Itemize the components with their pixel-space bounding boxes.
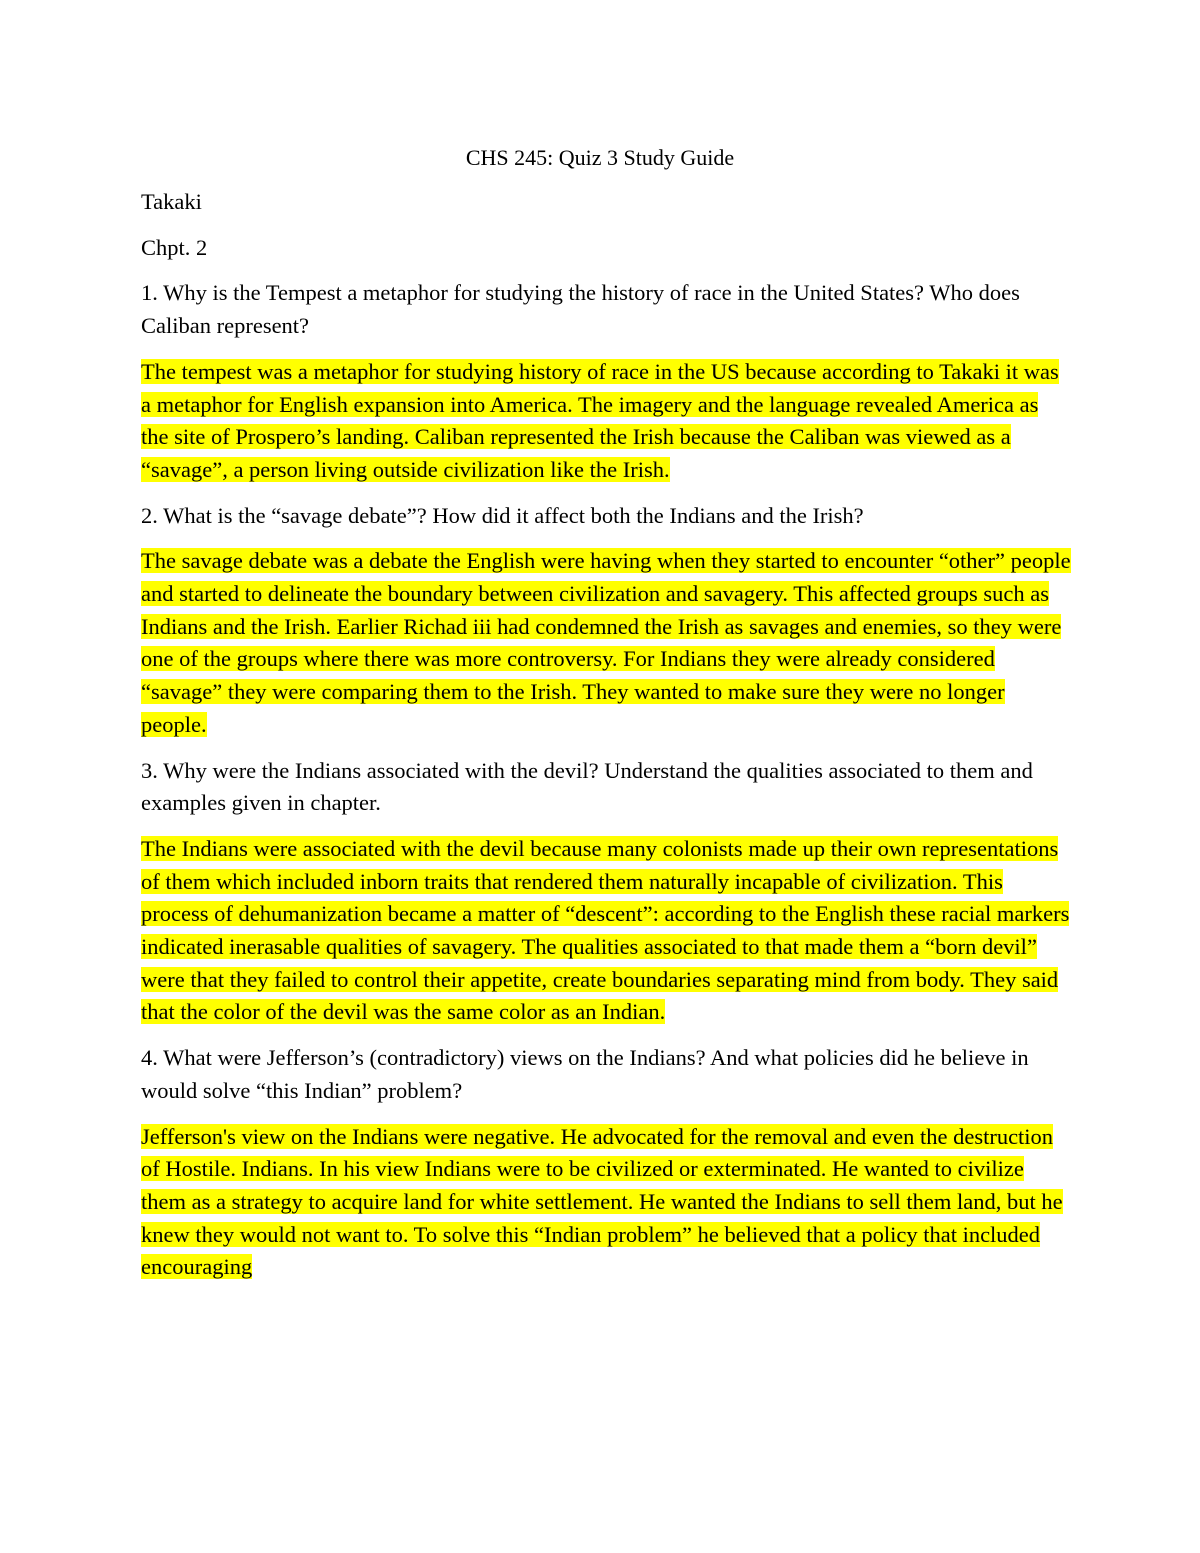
question-2: 2. What is the “savage debate”? How did it affect both the Indians and the Irish? [141, 502, 864, 528]
document-body [141, 186, 1071, 1297]
answer-1-highlight: The tempest was a metaphor for studying history of race in the US because according to Takaki it was a metaphor for English expansion into America. The imagery and the language revealed America as the site of Prospero’s landing. Caliban represented the Irish because the Caliban was viewed as a “savage”, a person living outside civilization like the Irish. [141, 358, 1059, 482]
chapter-heading: Chpt. 2 [141, 234, 208, 260]
answer-1 [141, 356, 1071, 487]
author-heading: Takaki [141, 189, 202, 214]
question-1: 1. Why is the Tempest a metaphor for studying the history of race in the United States? Who does Caliban represent? [141, 280, 1020, 339]
question-3: 3. Why were the Indians associated with the devil? Understand the qualities associated to them and examples given in chapter. [141, 757, 1033, 816]
answer-3-highlight: The Indians were associated with the devil because many colonists made up their own representations of them which included inborn traits that rendered them naturally incapable of civilization. This process of dehumanization became a matter of “descent”: according to the English these racial markers indicated inerasable qualities of savagery. The qualities associated to that made them a “born devil” were that they failed to control their appetite, create boundaries separating mind from body. They said that the color of the devil was the same color as an Indian. [141, 835, 1070, 1025]
answer-3 [141, 833, 1071, 1029]
answer-2 [141, 545, 1071, 741]
question-4: 4. What were Jefferson’s (contradictory) views on the Indians? And what policies did he believe in would solve “this Indian” problem? [141, 1045, 1029, 1103]
document-title: CHS 245: Quiz 3 Study Guide [465, 145, 735, 170]
answer-2-highlight: The savage debate was a debate the English were having when they started to encounter “other” people and started to delineate the boundary between civilization and savagery. This affected groups such as Indians and the Irish. Earlier Richad iii had condemned the Irish as savages and enemies, so they were one of the groups where there was more controversy. For Indians they were already considered “savage” they were comparing them to the Irish. They wanted to make sure they were no longer people. [141, 548, 1071, 737]
answer-4 [141, 1121, 1071, 1285]
answer-4-highlight: Jefferson's view on the Indians were negative. He advocated for the removal and even the destruction of Hostile. Indians. In his view Indians were to be civilized or exterminated. He wanted to civilize them as a strategy to acquire land for white settlement. He wanted the Indians to sell them land, but he knew they would not want to. To solve this “Indian problem” he believed that a policy that included encouraging [141, 1123, 1063, 1280]
